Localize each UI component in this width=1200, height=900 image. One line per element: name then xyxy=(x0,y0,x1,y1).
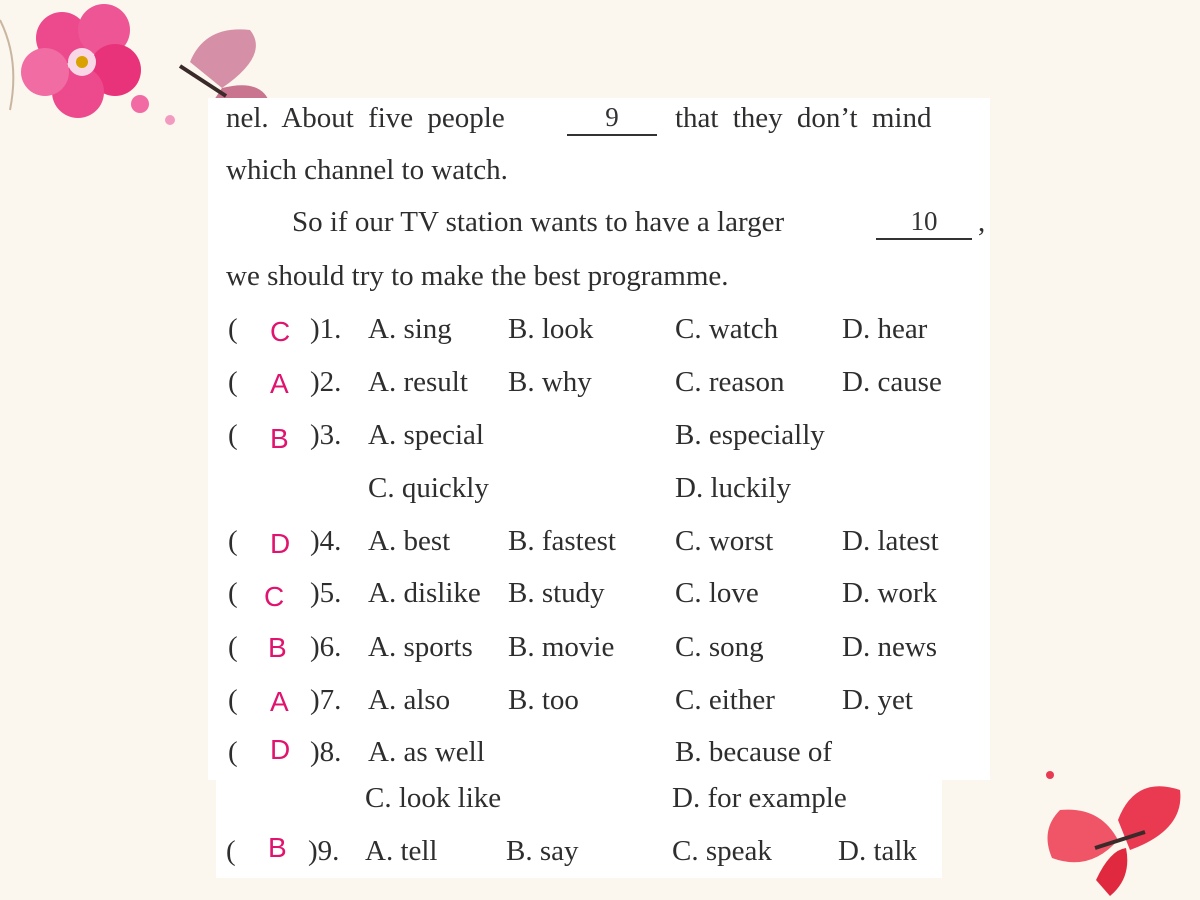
question-1-paren: ( xyxy=(228,313,238,345)
question-5-number: )5. xyxy=(310,577,342,609)
question-4-answer: D xyxy=(270,528,291,559)
question-6-answer: B xyxy=(268,632,287,663)
question-7-option-a: A. also xyxy=(368,684,451,716)
question-3-option-a: A. special xyxy=(368,419,484,451)
question-8-option-b: B. because of xyxy=(675,736,833,768)
question-9-option-b: B. say xyxy=(506,835,579,867)
question-4-option-a: A. best xyxy=(368,525,451,557)
question-3-paren: ( xyxy=(228,419,238,451)
question-4-option-c: C. worst xyxy=(675,525,774,557)
question-3-option-c: C. quickly xyxy=(368,472,489,504)
butterfly-bottom-decoration xyxy=(1046,771,1180,896)
question-9-paren: ( xyxy=(226,835,236,867)
question-2-option-c: C. reason xyxy=(675,366,785,398)
question-9-option-d: D. talk xyxy=(838,835,917,867)
question-2-number: )2. xyxy=(310,366,342,398)
question-2-option-b: B. why xyxy=(508,366,592,398)
flower-decoration xyxy=(0,4,175,125)
question-5-option-a: A. dislike xyxy=(368,577,481,609)
question-3-number: )3. xyxy=(310,419,342,451)
question-2-option-a: A. result xyxy=(368,366,468,398)
question-5-option-b: B. study xyxy=(508,577,605,609)
question-7-answer: A xyxy=(270,686,289,717)
question-2-option-d: D. cause xyxy=(842,366,942,398)
question-1-option-b: B. look xyxy=(508,313,594,345)
question-4-number: )4. xyxy=(310,525,342,557)
question-4-paren: ( xyxy=(228,525,238,557)
blank-10: 10 xyxy=(876,208,972,240)
question-6-option-d: D. news xyxy=(842,631,938,663)
question-1-option-c: C. watch xyxy=(675,313,779,345)
question-8-paren: ( xyxy=(228,736,238,768)
question-5-option-c: C. love xyxy=(675,577,759,609)
question-7-number: )7. xyxy=(310,684,342,716)
question-4-option-b: B. fastest xyxy=(508,525,616,557)
question-6-number: )6. xyxy=(310,631,342,663)
passage-line-3: So if our TV station wants to have a larger xyxy=(292,206,785,238)
question-7-option-b: B. too xyxy=(508,684,579,716)
passage-line-2: which channel to watch. xyxy=(226,154,508,186)
question-3-option-d: D. luckily xyxy=(675,472,791,504)
question-1-option-d: D. hear xyxy=(842,313,928,345)
passage-line-1-end: that they don’t mind xyxy=(675,102,932,134)
question-2-paren: ( xyxy=(228,366,238,398)
question-1-option-a: A. sing xyxy=(368,313,452,345)
question-8-option-d: D. for example xyxy=(672,782,847,814)
question-9-option-a: A. tell xyxy=(365,835,438,867)
question-9-answer: B xyxy=(268,832,287,863)
question-8-number: )8. xyxy=(310,736,342,768)
question-2-answer: A xyxy=(270,368,289,399)
question-3-answer: B xyxy=(270,423,289,454)
question-6-option-c: C. song xyxy=(675,631,764,663)
passage-line-1-start: nel. About five people xyxy=(226,102,505,134)
question-7-option-d: D. yet xyxy=(842,684,913,716)
question-8-option-c: C. look like xyxy=(365,782,502,814)
question-9-option-c: C. speak xyxy=(672,835,772,867)
question-7-option-c: C. either xyxy=(675,684,775,716)
question-6-option-a: A. sports xyxy=(368,631,473,663)
question-8-option-a: A. as well xyxy=(368,736,485,768)
question-3-option-b: B. especially xyxy=(675,419,825,451)
question-9-number: )9. xyxy=(308,835,340,867)
question-1-number: )1. xyxy=(310,313,342,345)
question-5-paren: ( xyxy=(228,577,238,609)
question-5-answer: C xyxy=(264,581,285,612)
question-6-option-b: B. movie xyxy=(508,631,615,663)
question-6-paren: ( xyxy=(228,631,238,663)
question-1-answer: C xyxy=(270,316,291,347)
question-5-option-d: D. work xyxy=(842,577,938,609)
question-4-option-d: D. latest xyxy=(842,525,939,557)
blank-9: 9 xyxy=(567,104,657,136)
question-7-paren: ( xyxy=(228,684,238,716)
passage-comma: , xyxy=(978,206,986,238)
question-8-answer: D xyxy=(270,734,291,765)
passage-line-4: we should try to make the best programme. xyxy=(226,260,729,292)
